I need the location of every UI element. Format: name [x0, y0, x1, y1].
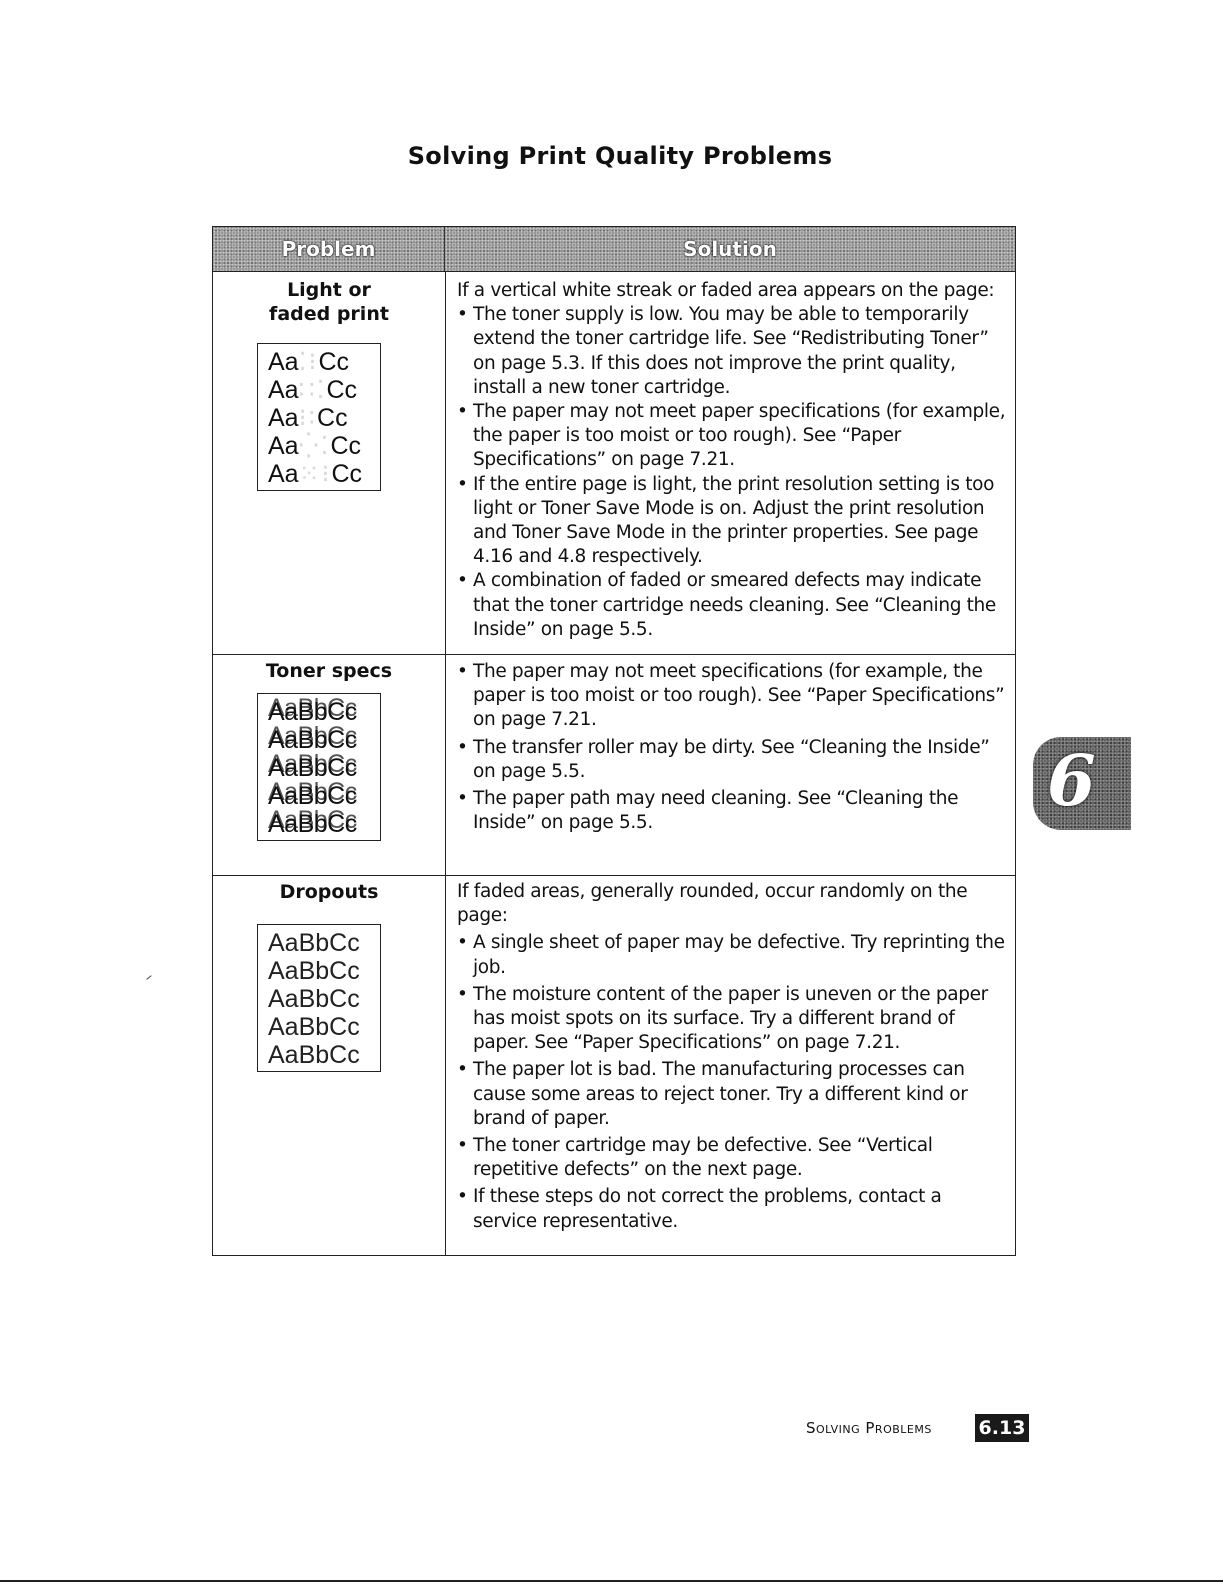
- solution-bullet: • The paper lot is bad. The manufacturing processes can cause some areas to reject toner. Try a different kind or brand of paper.: [457, 1058, 1007, 1131]
- faded-print-sample: Aa⁚⁝Cc Aa∷⁚Cc Aa⁝∶Cc Aa⁛⁚Cc Aa⁙⁝Cc: [257, 343, 381, 491]
- header-divider: [213, 271, 1015, 272]
- solution-bullet: • The toner cartridge may be defective. See “Vertical repetitive defects” on the next page.: [457, 1134, 1007, 1182]
- solution-bullet: • If these steps do not correct the problems, contact a service representative.: [457, 1185, 1007, 1233]
- bottom-rule: [0, 1580, 1223, 1582]
- problem-column-header: [213, 227, 445, 271]
- dropouts-sample: AaBbCc AaBbCc AaBbCc AaBbCc AaBbCc: [257, 924, 381, 1072]
- chapter-number: 6: [1047, 739, 1096, 822]
- solution-toner-specs: [457, 660, 1007, 838]
- solution-bullet: • The paper may not meet specifications (for example, the paper is too moist or too rough). See “Paper Specifications” on page 7.21.: [457, 660, 1007, 733]
- row-divider: [213, 875, 1015, 876]
- row-divider: [213, 654, 1015, 655]
- problem-toner-specs: Toner specs: [265, 660, 393, 682]
- problem-header-label: Problem: [281, 237, 376, 261]
- solution-bullet: • The toner supply is low. You may be able to temporarily extend the toner cartridge life. See “Redistributing Toner” on page 5.3. If this does not improve the print quality, install a new toner cartridge.: [457, 303, 1007, 400]
- footer-section-label: Solving Problems: [806, 1419, 932, 1437]
- solution-bullet: • A single sheet of paper may be defective. Try reprinting the job.: [457, 931, 1007, 979]
- solution-dropouts: [457, 880, 1007, 1237]
- scan-mark: [146, 975, 151, 980]
- problem-dropouts: Dropouts: [279, 881, 379, 903]
- solution-bullet: • The moisture content of the paper is uneven or the paper has moist spots on its surface. Try a different brand of paper. See “Paper Specifications” on page 7.21.: [457, 983, 1007, 1056]
- footer-page-number: 6.13: [975, 1414, 1029, 1442]
- solution-intro: If a vertical white streak or faded area appears on the page:: [457, 280, 995, 301]
- page-title: Solving Print Quality Problems: [407, 142, 833, 170]
- solution-header-label: Solution: [683, 237, 777, 261]
- solution-column-header: [445, 227, 1015, 271]
- chapter-tab: [1033, 737, 1131, 830]
- solution-bullet: • If the entire page is light, the print resolution setting is too light or Toner Save Mode is on. Adjust the print resolution and Toner Save Mode in the printer properties. See page 4.16 and 4.8 respectively.: [457, 473, 1007, 570]
- solution-bullet: • The paper may not meet paper specifications (for example, the paper is too moist or too rough). See “Paper Specifications” on page 7.21.: [457, 400, 1007, 473]
- problem-solution-table: [212, 226, 1016, 1256]
- solution-bullet: • The paper path may need cleaning. See “Cleaning the Inside” on page 5.5.: [457, 787, 1007, 835]
- solution-bullet: • A combination of faded or smeared defects may indicate that the toner cartridge needs cleaning. See “Cleaning the Inside” on page 5.5.: [457, 569, 1007, 642]
- problem-light-faded: Light or faded print: [269, 279, 389, 325]
- column-divider: [445, 271, 446, 1255]
- solution-light-faded: [457, 279, 1007, 642]
- solution-bullet: • The transfer roller may be dirty. See “Cleaning the Inside” on page 5.5.: [457, 736, 1007, 784]
- toner-specs-sample: AaBbCc AaBbCc AaBbCc AaBbCc AaBbCc: [257, 693, 381, 841]
- solution-intro: If faded areas, generally rounded, occur randomly on the page:: [457, 881, 968, 927]
